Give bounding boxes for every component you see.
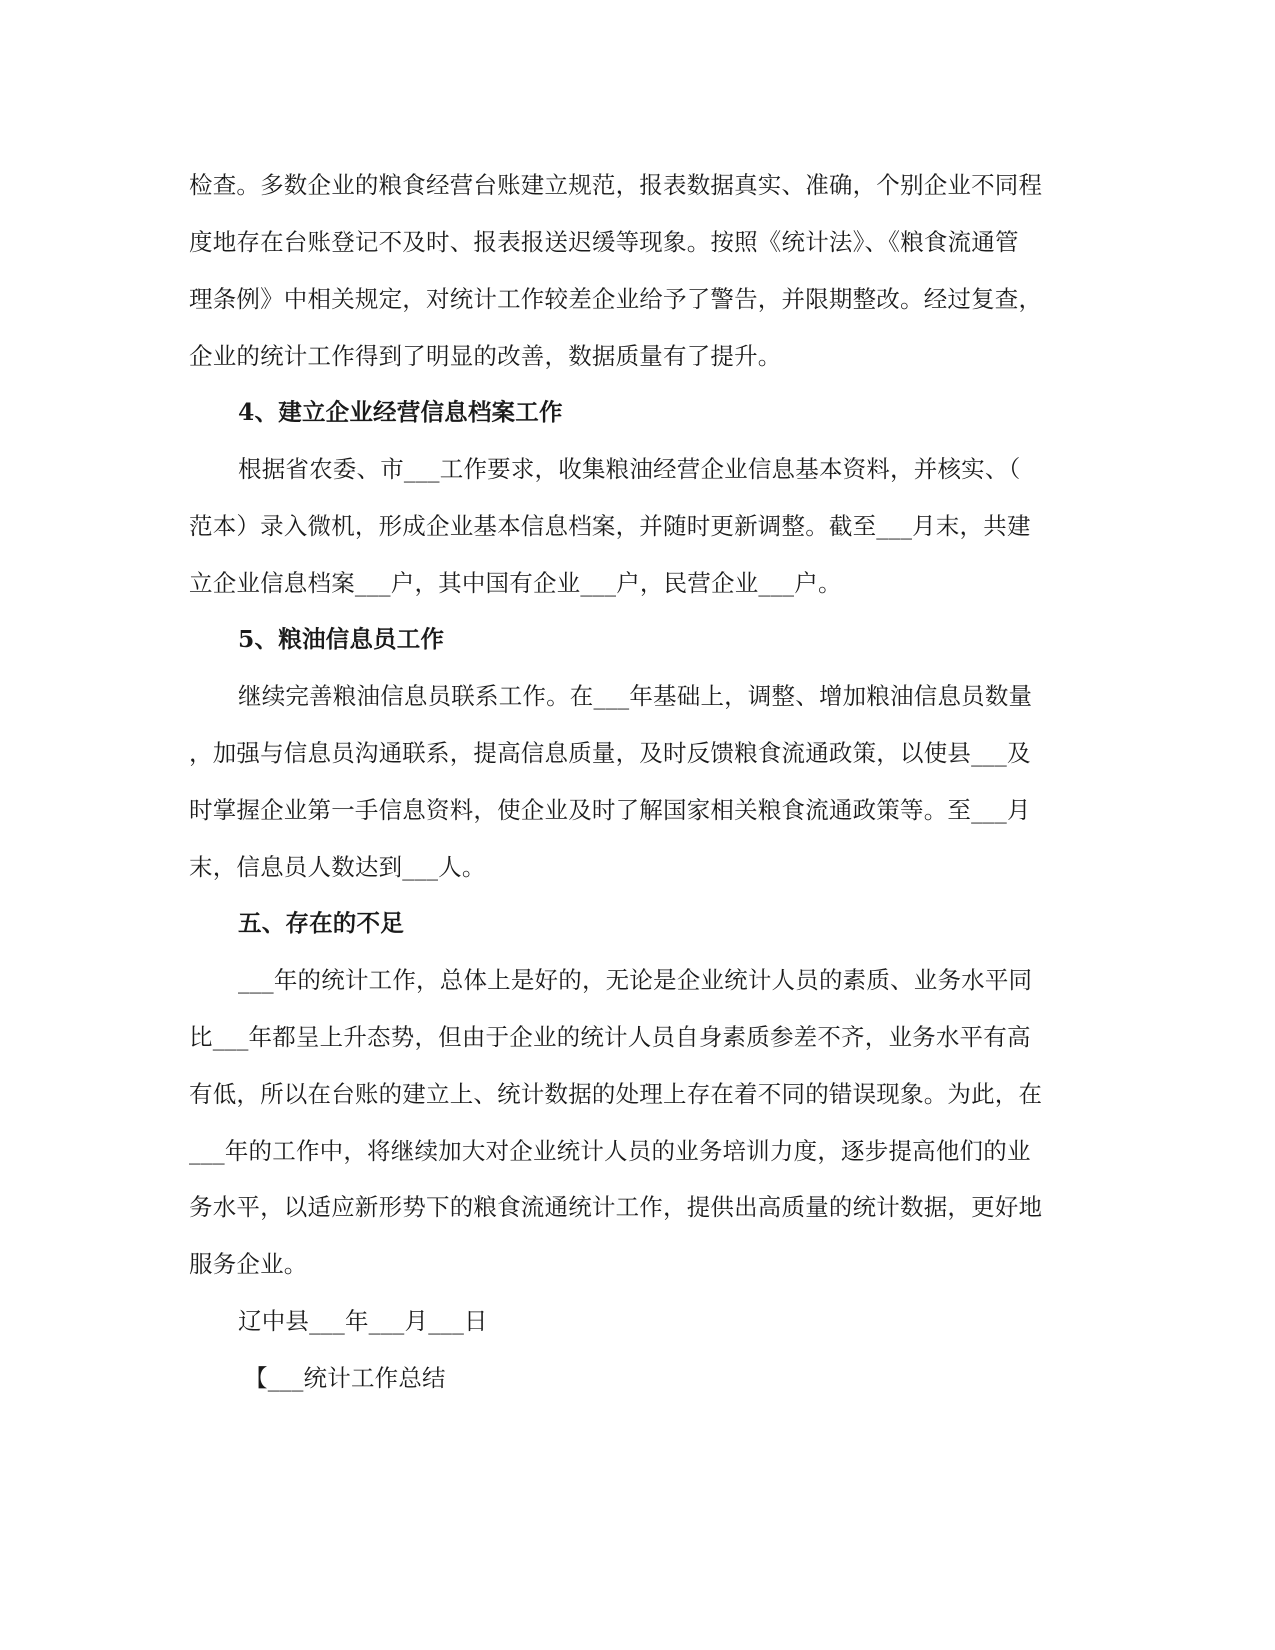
paragraph-line: 理条例》中相关规定，对统计工作较差企业给予了警告，并限期整改。经过复查， xyxy=(189,285,1043,313)
paragraph-line: 度地存在台账登记不及时、报表报送迟缓等现象。按照《统计法》、《粮食流通管 xyxy=(189,228,1019,256)
paragraph-line: ___年的统计工作，总体上是好的，无论是企业统计人员的素质、业务水平同 xyxy=(238,966,1033,994)
paragraph-line: 末，信息员人数达到___人。 xyxy=(189,853,486,881)
paragraph-line: 有低，所以在台账的建立上、统计数据的处理上存在着不同的错误现象。为此，在 xyxy=(189,1080,1043,1108)
paragraph-line: ，加强与信息员沟通联系，提高信息质量，及时反馈粮食流通政策，以使县___及 xyxy=(189,739,1031,767)
date-line: 辽中县___年___月___日 xyxy=(238,1307,488,1335)
paragraph-line: 检查。多数企业的粮食经营台账建立规范，报表数据真实、准确，个别企业不同程 xyxy=(189,171,1043,199)
closing-title: 【___统计工作总结 xyxy=(244,1364,446,1392)
paragraph-line: 企业的统计工作得到了明显的改善，数据质量有了提升。 xyxy=(189,342,782,370)
paragraph-line: 立企业信息档案___户，其中国有企业___户，民营企业___户。 xyxy=(189,569,842,597)
section-heading: 5、粮油信息员工作 xyxy=(238,625,445,653)
section-heading: 4、建立企业经营信息档案工作 xyxy=(238,398,563,426)
paragraph-line: 时掌握企业第一手信息资料，使企业及时了解国家相关粮食流通政策等。至___月 xyxy=(189,796,1031,824)
paragraph-line: 比___年都呈上升态势，但由于企业的统计人员自身素质参差不齐，业务水平有高 xyxy=(189,1023,1031,1051)
paragraph-line: 范本）录入微机，形成企业基本信息档案，并随时更新调整。截至___月末，共建 xyxy=(189,512,1031,540)
paragraph-line: 继续完善粮油信息员联系工作。在___年基础上，调整、增加粮油信息员数量 xyxy=(238,682,1033,710)
paragraph-line: 服务企业。 xyxy=(189,1250,308,1278)
paragraph-line: 根据省农委、市___工作要求，收集粮油经营企业信息基本资料，并核实、（ xyxy=(238,455,1021,483)
paragraph-line: ___年的工作中，将继续加大对企业统计人员的业务培训力度，逐步提高他们的业 xyxy=(189,1137,1031,1165)
section-heading: 五、存在的不足 xyxy=(238,909,404,937)
paragraph-line: 务水平，以适应新形势下的粮食流通统计工作，提供出高质量的统计数据，更好地 xyxy=(189,1193,1043,1221)
